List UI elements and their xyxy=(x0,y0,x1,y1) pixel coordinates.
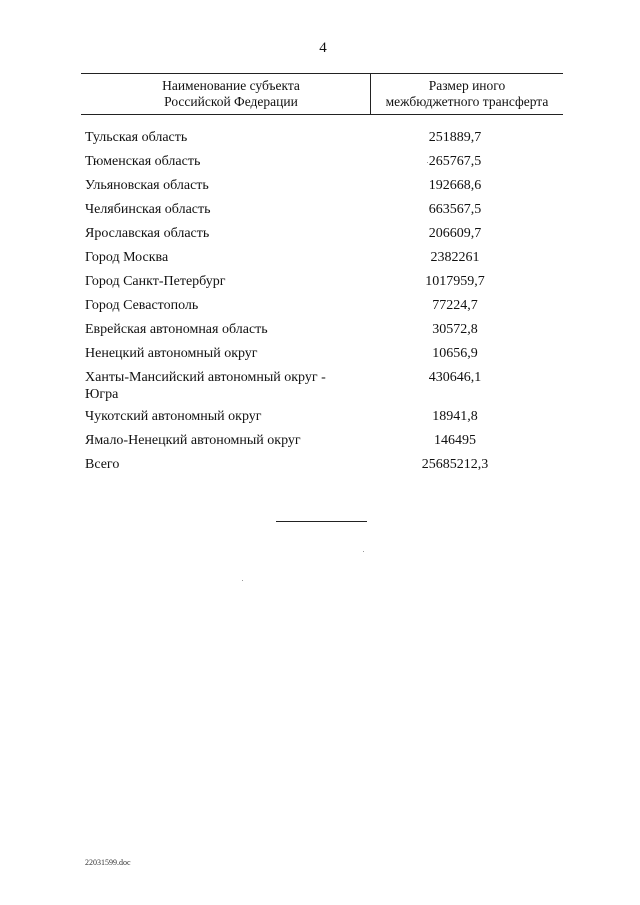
table-row-name: Всего xyxy=(85,457,120,472)
table-row-name: Еврейская автономная область xyxy=(85,322,268,337)
scan-speck xyxy=(363,551,364,552)
page-number: 4 xyxy=(319,40,327,56)
table-row-value: 663567,5 xyxy=(428,202,482,217)
table-row-value: 1017959,7 xyxy=(425,274,485,289)
table-row-value: 30572,8 xyxy=(432,322,478,337)
document-id: 22031599.doc xyxy=(85,858,131,867)
table-row-value: 25685212,3 xyxy=(421,457,489,472)
scan-speck xyxy=(242,580,243,581)
header-subject: Наименование субъекта Российской Федерации xyxy=(162,78,300,109)
table-row-value: 430646,1 xyxy=(428,370,482,385)
table-row-value: 251889,7 xyxy=(428,130,482,145)
table-row-name: Ханты-Мансийский автономный округ - Югра xyxy=(85,370,326,402)
end-rule xyxy=(276,521,367,522)
table-row-name: Чукотский автономный округ xyxy=(85,409,262,424)
table-row-name: Город Севастополь xyxy=(85,298,199,313)
header-amount: Размер иного межбюджетного трансферта xyxy=(385,78,549,109)
table-row-name: Ненецкий автономный округ xyxy=(85,346,258,361)
table-row-value: 146495 xyxy=(434,433,476,448)
table-row-name: Тульская область xyxy=(85,130,188,145)
table-row-name: Ульяновская область xyxy=(85,178,209,193)
table-row-name: Тюменская область xyxy=(85,154,201,169)
table-row-value: 192668,6 xyxy=(428,178,482,193)
table-row-value: 265767,5 xyxy=(428,154,482,169)
table-row-name: Ярославская область xyxy=(85,226,210,241)
table-row-value: 206609,7 xyxy=(428,226,482,241)
table-row-name: Ямало-Ненецкий автономный округ xyxy=(85,433,301,448)
table-row-name: Челябинская область xyxy=(85,202,211,217)
table-row-value: 18941,8 xyxy=(432,409,478,424)
scan-speck xyxy=(427,162,428,163)
table-row-name: Город Москва xyxy=(85,250,169,265)
table-row-name: Город Санкт-Петербург xyxy=(85,274,226,289)
table-row-value: 2382261 xyxy=(430,250,480,265)
table-row-value: 10656,9 xyxy=(432,346,478,361)
table-row-value: 77224,7 xyxy=(432,298,478,313)
